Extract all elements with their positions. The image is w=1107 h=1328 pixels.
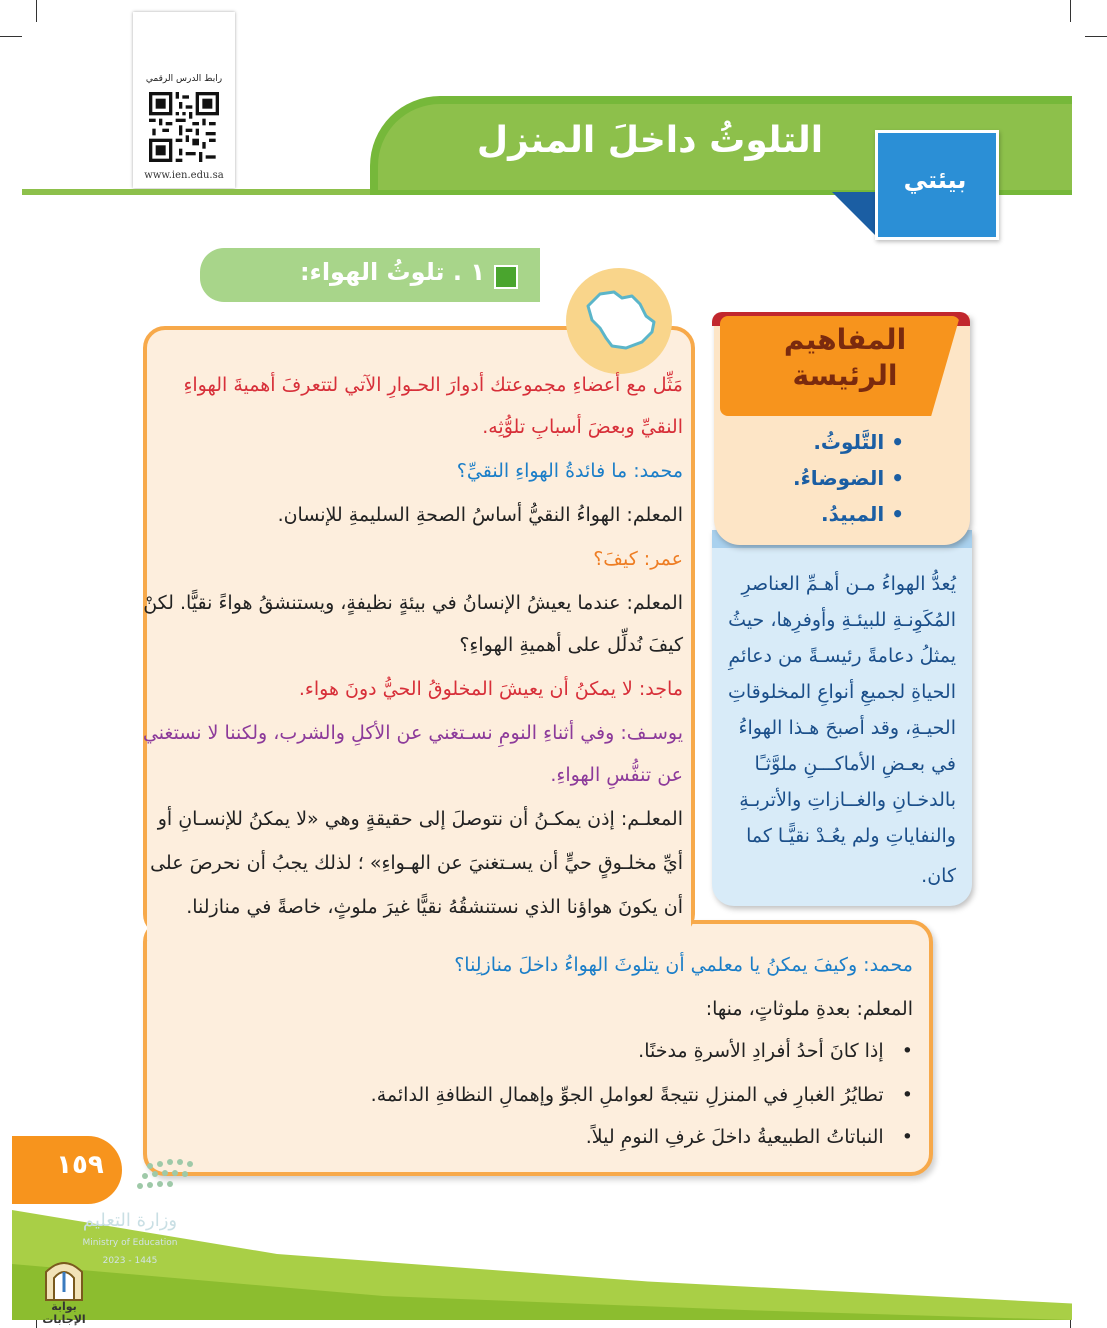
dialog-line-teacher: المعلـم: إذن يمكـنُ أن نتوصلَ إلى حقيقةٍ وهي «لا يمكنُ للإنسـانِ أو bbox=[157, 808, 683, 830]
air-info-line: بالدخـانِ والغــازاتِ والأتربـةِ bbox=[739, 789, 956, 811]
air-info-line: المُكَوِنـةِ للبيئـةِ وأوفرِها، حيثُ bbox=[728, 609, 956, 631]
crop-mark bbox=[1085, 36, 1107, 37]
bullet-dot: • bbox=[883, 1126, 913, 1148]
dialog-line-teacher: المعلم: بعدةِ ملوثاتٍ، منها: bbox=[705, 998, 913, 1020]
pollutant-bullet bbox=[638, 1036, 913, 1066]
air-info-line: في بعـضِ الأماكـــنِ ملوَّثـًا bbox=[754, 753, 956, 775]
dialog-line-teacher: أن يكونَ هواؤنا الذي نستنشقُهُ نقيًّا غيرَ ملوثٍ، خاصةً في منازلنا. bbox=[186, 896, 683, 918]
air-info-line: والنفاياتِ ولم يعُـدْ نقيًّـا كما bbox=[746, 825, 956, 847]
dialog-intro-line: مَثِّل مع أعضاءِ مجموعتك أدوارَ الحـوارِ الآتي لتتعرفَ أهميةَ الهواءِ bbox=[183, 374, 683, 396]
air-info-line: يُعدُّ الهواءُ مـن أهـمِّ العناصرِ bbox=[741, 573, 956, 595]
ministry-name-en: Ministry of Education bbox=[82, 1238, 178, 1248]
concept-item: • الضوضاءُ. bbox=[792, 466, 904, 490]
dialog-line-teacher: المعلم: عندما يعيشُ الإنسانُ في بيئةٍ نظيفةٍ، ويستنشقُ هواءً نقيًّا. لكنْ bbox=[143, 592, 683, 614]
crop-mark bbox=[1070, 0, 1071, 22]
concept-item: • المبيدُ. bbox=[821, 502, 904, 526]
concept-item: • التَّلوثُ. bbox=[813, 430, 904, 454]
air-info-line: يمثلُ دعامةً رئيسـةً من دعائمِ bbox=[728, 645, 956, 667]
dialog-line-majed: ماجد: لا يمكنُ أن يعيشَ المخلوقُ الحيُّ دونَ هواء. bbox=[298, 678, 683, 700]
qr-url[interactable]: www.ien.edu.sa bbox=[144, 170, 224, 181]
unit-tab-fold bbox=[832, 192, 880, 240]
answers-portal-icon[interactable] bbox=[42, 1252, 86, 1302]
ministry-name: وزارة التعليم bbox=[82, 1210, 178, 1231]
qr-card[interactable] bbox=[133, 12, 235, 188]
dialog-line-omar: عمر: كيفَ؟ bbox=[593, 548, 683, 570]
section-title: ١ . تلوثُ الهواء: bbox=[299, 258, 485, 286]
ministry-year: 2023 - 1445 bbox=[102, 1256, 158, 1266]
dialog-line-mohammed: محمد: ما فائدةُ الهواءِ النقيِّ؟ bbox=[456, 460, 683, 482]
section-square-icon bbox=[494, 265, 518, 289]
air-info-line: الحياةِ لجميعِ أنواعِ المخلوقاتِ bbox=[728, 681, 956, 703]
dialog-line-teacher: كيفَ نُدلِّل على أهميةِ الهواءِ؟ bbox=[459, 634, 683, 656]
qr-code-icon[interactable] bbox=[149, 92, 219, 162]
dialog-line-teacher: المعلم: الهواءُ النقيُّ أساسُ الصحةِ السليمةِ للإنسان. bbox=[277, 504, 683, 526]
air-info-line: الحيـةِ، وقد أصبحَ هـذا الهواءُ bbox=[738, 717, 956, 739]
dialog-line-teacher: أيِّ مخلـوقٍ حيٍّ أن يسـتغنيَ عن الهـواءِ» ؛ لذلك يجبُ أن نحرصَ على bbox=[150, 852, 683, 874]
answers-portal-label[interactable]: بوابة الإجابات bbox=[42, 1300, 86, 1326]
key-concepts-title-line: الرئيسة bbox=[792, 359, 898, 392]
bullet-dot: • bbox=[883, 1084, 913, 1106]
unit-label: بيئتي bbox=[903, 166, 967, 194]
qr-label: رابط الدرس الرقمي bbox=[145, 74, 223, 84]
bullet-dot: • bbox=[883, 1040, 913, 1062]
pollutant-bullet bbox=[586, 1122, 913, 1152]
bullet-text: تطايُرُ الغبارِ في المنزلِ نتيجةً لعواملِ الجوِّ وإهمالِ النظافةِ الدائمة. bbox=[370, 1084, 884, 1106]
crop-mark bbox=[36, 0, 37, 22]
lesson-title: التلوثُ داخلَ المنزل bbox=[476, 120, 824, 161]
pollutant-bullet bbox=[371, 1080, 913, 1110]
dialog-line-mohammed: محمد: وكيفَ يمكنُ يا معلمي أن يتلوثَ الهواءُ داخلَ منازلِنا؟ bbox=[454, 954, 913, 976]
bullet-text: النباتاتُ الطبيعيةُ داخلَ غرفِ النومِ ليلاً. bbox=[585, 1126, 884, 1148]
crop-mark bbox=[0, 36, 22, 37]
saudi-map-icon bbox=[566, 268, 672, 374]
dialog-line-yousef: عن تنفُّسِ الهواءِ. bbox=[550, 764, 683, 786]
bullet-text: إذا كانَ أحدُ أفرادِ الأسرةِ مدخنًا. bbox=[638, 1040, 884, 1062]
key-concepts-title-line: المفاهيم bbox=[783, 323, 907, 356]
dialog-line-yousef: يوسـف: وفي أثناءِ النومِ نسـتغني عن الأكلِ والشرب، ولكننا لا نستغني bbox=[142, 722, 683, 744]
key-concepts-title bbox=[770, 322, 920, 394]
air-info-line: كان. bbox=[921, 865, 956, 887]
saudi-map-badge bbox=[566, 268, 672, 374]
dialog-intro-line: النقيِّ وبعضَ أسبابِ تلوُّثِه. bbox=[482, 416, 683, 438]
page-number: ١٥٩ bbox=[56, 1150, 104, 1180]
